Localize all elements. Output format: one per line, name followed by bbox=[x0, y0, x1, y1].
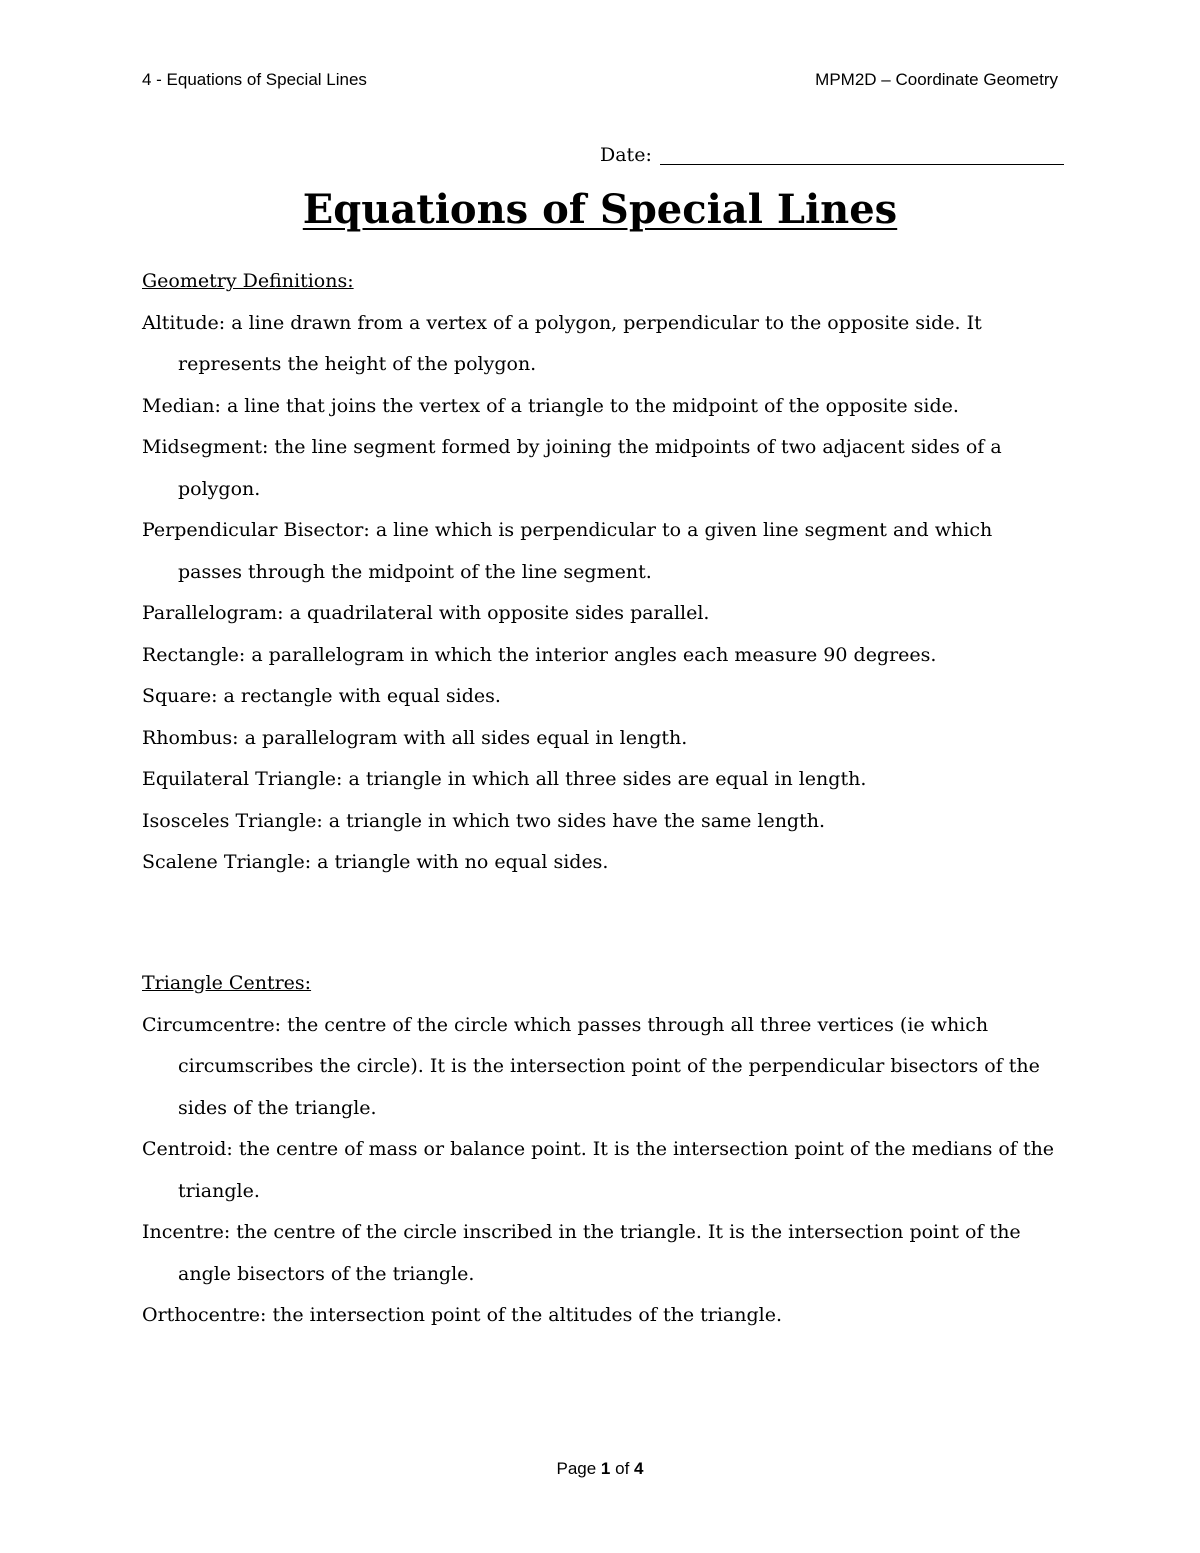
date-label: Date: bbox=[600, 144, 652, 166]
definition-rectangle: Rectangle: a parallelogram in which the interior angles each measure 90 degrees. bbox=[142, 643, 937, 666]
triangle-centres-section bbox=[142, 963, 1062, 1337]
definition-incentre: Incentre: the centre of the circle inscribed in the triangle. It is the intersection point of the angle bisectors of the triangle. bbox=[142, 1221, 1021, 1285]
definition-midsegment: Midsegment: the line segment formed by joining the midpoints of two adjacent sides of a polygon. bbox=[142, 436, 1002, 500]
definition-parallelogram: Parallelogram: a quadrilateral with opposite sides parallel. bbox=[142, 602, 710, 624]
definition-median: Median: a line that joins the vertex of a triangle to the midpoint of the opposite side. bbox=[142, 394, 959, 417]
definition-centroid: Centroid: the centre of mass or balance point. It is the intersection point of the medians of the triangle. bbox=[142, 1138, 1055, 1202]
header-left-text: 4 - Equations of Special Lines bbox=[142, 70, 367, 89]
definition-altitude: Altitude: a line drawn from a vertex of a polygon, perpendicular to the opposite side. It represents the height of the polygon. bbox=[142, 311, 982, 375]
definition-isosceles-triangle: Isosceles Triangle: a triangle in which two sides have the same length. bbox=[142, 809, 826, 832]
definition-equilateral-triangle: Equilateral Triangle: a triangle in which all three sides are equal in length. bbox=[142, 768, 867, 790]
definition-scalene-triangle: Scalene Triangle: a triangle with no equal sides. bbox=[142, 851, 609, 873]
header-right-text: MPM2D – Coordinate Geometry bbox=[815, 70, 1058, 89]
date-line bbox=[600, 144, 1064, 166]
date-blank-line bbox=[660, 148, 1064, 165]
definition-perpendicular-bisector: Perpendicular Bisector: a line which is perpendicular to a given line segment and which passes through the midpoint of the line segment. bbox=[142, 519, 993, 583]
page-footer bbox=[0, 1459, 1200, 1479]
footer-of-word: of bbox=[615, 1459, 630, 1478]
footer-page-word: Page bbox=[556, 1459, 597, 1478]
footer-page-current: 1 bbox=[600, 1459, 611, 1478]
page-title: Equations of Special Lines bbox=[302, 186, 898, 233]
definition-circumcentre: Circumcentre: the centre of the circle which passes through all three vertices (ie which circumscribes the circle). It is the intersection point of the perpendicular bisectors of the sides of the triangle. bbox=[142, 1013, 1040, 1119]
triangle-centres-heading: Triangle Centres: bbox=[142, 972, 312, 994]
geometry-definitions-section bbox=[142, 261, 1062, 884]
geometry-definitions-heading: Geometry Definitions: bbox=[142, 270, 354, 292]
definition-rhombus: Rhombus: a parallelogram with all sides equal in length. bbox=[142, 726, 688, 749]
footer-page-total: 4 bbox=[634, 1459, 644, 1478]
definition-square: Square: a rectangle with equal sides. bbox=[142, 685, 501, 707]
definition-orthocentre: Orthocentre: the intersection point of the altitudes of the triangle. bbox=[142, 1304, 782, 1326]
